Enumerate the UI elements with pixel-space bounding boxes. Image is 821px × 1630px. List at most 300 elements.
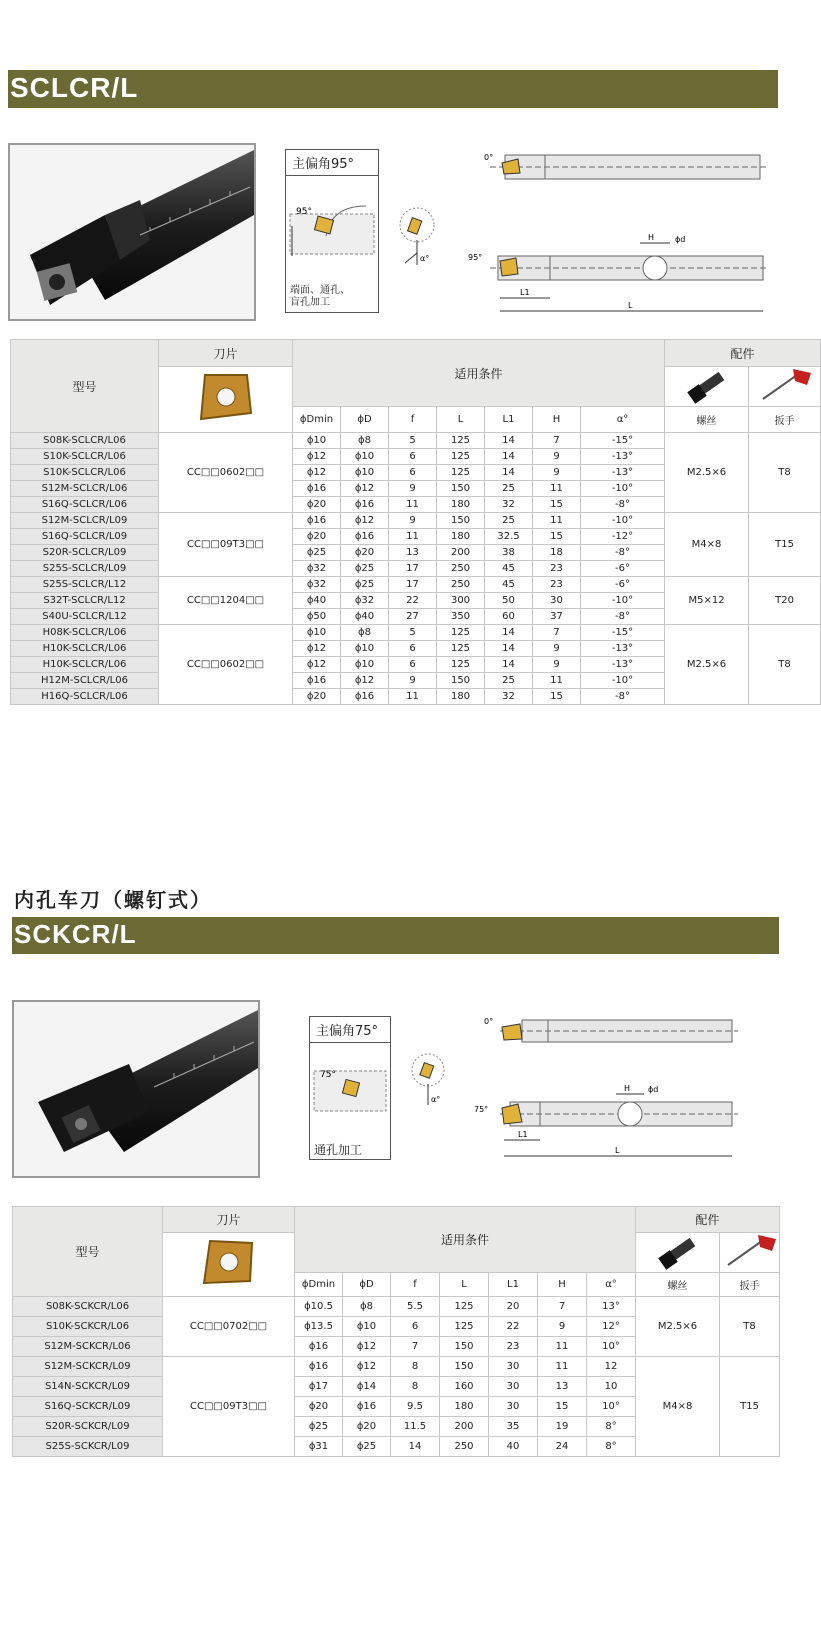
sub-screw: 螺丝 [636,1273,720,1297]
value-cell: 35 [489,1417,538,1437]
value-cell: 5 [389,625,437,641]
sub-dmin: ϕDmin [295,1273,343,1297]
value-cell: 125 [437,625,485,641]
value-cell: ϕ16 [341,497,389,513]
screw-cell: M2.5×6 [665,625,749,705]
value-cell: 20 [489,1297,538,1317]
value-cell: 125 [440,1297,489,1317]
col-insert: 刀片 [163,1207,295,1233]
screw-cell: M5×12 [665,577,749,625]
insert-angle-diagram [309,1016,391,1160]
value-cell: -8° [581,497,665,513]
insert-icon [191,369,261,427]
angle-label: 95° [296,207,312,217]
value-cell: ϕ32 [293,561,341,577]
value-cell: ϕ16 [295,1337,343,1357]
value-cell: 125 [437,657,485,673]
model-cell: S25S-SCLCR/L12 [11,577,159,593]
value-cell: 17 [389,561,437,577]
value-cell: ϕ10 [293,625,341,641]
diagram-header: 主偏角95° [286,150,378,176]
value-cell: 40 [489,1437,538,1457]
value-cell: 14 [485,465,533,481]
value-cell: 250 [437,561,485,577]
screw-icon [682,367,732,403]
value-cell: 125 [437,465,485,481]
insert-image-cell [163,1233,295,1297]
insert-angle-sketch [286,176,378,276]
value-cell: 7 [391,1337,440,1357]
value-cell: ϕ12 [293,465,341,481]
value-cell: 9 [538,1317,587,1337]
col-conditions: 适用条件 [295,1207,636,1273]
screw-cell: M2.5×6 [636,1297,720,1357]
value-cell: 10° [587,1397,636,1417]
value-cell: 200 [440,1417,489,1437]
model-cell: S16Q-SCLCR/L06 [11,497,159,513]
value-cell: 15 [538,1397,587,1417]
sub-h: H [538,1273,587,1297]
value-cell: ϕ13.5 [295,1317,343,1337]
value-cell: 23 [489,1337,538,1357]
model-cell: S25S-SCKCR/L09 [13,1437,163,1457]
wrench-cell: T8 [749,625,821,705]
value-cell: 50 [485,593,533,609]
alpha-angle-sketch [406,1050,451,1110]
value-cell: 9 [533,449,581,465]
table-row [11,625,821,641]
value-cell: 9 [533,641,581,657]
insert-code-cell: CC□□0702□□ [163,1297,295,1357]
boring-bar-image [10,145,254,319]
value-cell: 12° [587,1317,636,1337]
model-cell: H12M-SCLCR/L06 [11,673,159,689]
value-cell: 150 [437,481,485,497]
value-cell: ϕ25 [295,1417,343,1437]
value-cell: ϕ25 [293,545,341,561]
value-cell: 7 [533,433,581,449]
insert-angle-diagram [285,149,379,313]
value-cell: -15° [581,625,665,641]
value-cell: 125 [440,1317,489,1337]
sub-l1: L1 [489,1273,538,1297]
spec-table-sclcr [10,339,821,705]
value-cell: ϕ8 [341,625,389,641]
col-model: 型号 [11,340,159,433]
section-title: SCKCR/L [14,919,137,949]
value-cell: 9.5 [391,1397,440,1417]
value-cell: 125 [437,433,485,449]
l-label: L [628,301,633,310]
value-cell: -6° [581,561,665,577]
sub-alpha: α° [581,407,665,433]
h-label: H [648,233,655,242]
wrench-cell: T15 [720,1357,780,1457]
value-cell: 13 [538,1377,587,1397]
value-cell: 45 [485,577,533,593]
value-cell: ϕ8 [343,1297,391,1317]
h-label: H [624,1084,631,1093]
value-cell: ϕ40 [293,593,341,609]
value-cell: ϕ10 [341,641,389,657]
sub-d: ϕD [343,1273,391,1297]
value-cell: 60 [485,609,533,625]
value-cell: 180 [437,497,485,513]
value-cell: ϕ10 [293,433,341,449]
wrench-image-cell [720,1233,780,1273]
value-cell: ϕ25 [341,561,389,577]
screw-image-cell [665,367,749,407]
value-cell: -13° [581,641,665,657]
value-cell: 14 [485,449,533,465]
section-band-sckcr [12,917,779,954]
value-cell: 7 [538,1297,587,1317]
insert-code-cell: CC□□09T3□□ [159,513,293,577]
diagram-header: 主偏角75° [310,1017,390,1043]
value-cell: 11 [533,673,581,689]
model-cell: S08K-SCLCR/L06 [11,433,159,449]
product-photo-sclcr [8,143,256,321]
value-cell: 250 [440,1437,489,1457]
value-cell: 9 [389,513,437,529]
value-cell: ϕ10 [341,449,389,465]
section-band-sclcr [8,70,778,108]
insert-image-cell [159,367,293,433]
side-angle-label: 95° [468,253,483,262]
screw-cell: M4×8 [636,1357,720,1457]
value-cell: ϕ12 [293,449,341,465]
spec-table-sckcr [12,1206,780,1457]
value-cell: -8° [581,545,665,561]
value-cell: ϕ12 [343,1337,391,1357]
diagram-footer: 通孔加工 [314,1143,363,1157]
value-cell: -10° [581,673,665,689]
alpha-label: α° [431,1095,441,1104]
value-cell: 9 [389,673,437,689]
value-cell: 5 [389,433,437,449]
sub-h: H [533,407,581,433]
value-cell: ϕ31 [295,1437,343,1457]
value-cell: 8° [587,1417,636,1437]
table-row [13,1357,780,1377]
wrench-icon [757,367,813,403]
value-cell: 8 [391,1377,440,1397]
value-cell: ϕ12 [293,641,341,657]
wrench-icon [722,1233,778,1269]
value-cell: -8° [581,609,665,625]
value-cell: ϕ12 [293,657,341,673]
boring-bar-schematic [470,1012,770,1164]
value-cell: ϕ10.5 [295,1297,343,1317]
value-cell: ϕ10 [341,657,389,673]
model-cell: S25S-SCLCR/L09 [11,561,159,577]
value-cell: 11 [389,497,437,513]
value-cell: 350 [437,609,485,625]
screw-image-cell [636,1233,720,1273]
wrench-cell: T8 [720,1297,780,1357]
value-cell: 22 [489,1317,538,1337]
value-cell: 13° [587,1297,636,1317]
table-row [13,1297,780,1317]
table-row [11,513,821,529]
col-parts: 配件 [665,340,821,367]
value-cell: 10° [587,1337,636,1357]
value-cell: 9 [389,481,437,497]
model-cell: S20R-SCKCR/L09 [13,1417,163,1437]
value-cell: 32 [485,497,533,513]
value-cell: -10° [581,593,665,609]
value-cell: 32.5 [485,529,533,545]
product-photo-sckcr [12,1000,260,1178]
value-cell: ϕ20 [293,689,341,705]
value-cell: 160 [440,1377,489,1397]
value-cell: ϕ16 [293,673,341,689]
l1-label: L1 [518,1130,528,1139]
table-row [11,577,821,593]
screw-cell: M2.5×6 [665,433,749,513]
value-cell: ϕ10 [341,465,389,481]
boring-bar-schematic [470,148,770,318]
model-cell: S32T-SCLCR/L12 [11,593,159,609]
insert-code-cell: CC□□09T3□□ [163,1357,295,1457]
value-cell: 150 [440,1357,489,1377]
wrench-image-cell [749,367,821,407]
value-cell: 23 [533,577,581,593]
sub-dmin: ϕDmin [293,407,341,433]
value-cell: 38 [485,545,533,561]
model-cell: S12M-SCKCR/L09 [13,1357,163,1377]
value-cell: ϕ20 [341,545,389,561]
value-cell: 180 [437,529,485,545]
value-cell: 250 [437,577,485,593]
value-cell: 17 [389,577,437,593]
value-cell: ϕ50 [293,609,341,625]
value-cell: -13° [581,449,665,465]
value-cell: 14 [485,641,533,657]
insert-angle-sketch [310,1045,390,1125]
model-cell: S10K-SCLCR/L06 [11,465,159,481]
model-cell: S20R-SCLCR/L09 [11,545,159,561]
col-conditions: 适用条件 [293,340,665,407]
value-cell: 15 [533,497,581,513]
value-cell: 30 [489,1377,538,1397]
value-cell: 30 [489,1357,538,1377]
sub-f: f [389,407,437,433]
value-cell: ϕ16 [293,513,341,529]
value-cell: 25 [485,481,533,497]
value-cell: ϕ25 [341,577,389,593]
side-angle-label: 75° [474,1105,489,1114]
value-cell: 180 [440,1397,489,1417]
value-cell: -10° [581,513,665,529]
value-cell: ϕ16 [295,1357,343,1377]
insert-code-cell: CC□□0602□□ [159,433,293,513]
value-cell: 12 [587,1357,636,1377]
value-cell: ϕ32 [341,593,389,609]
sub-alpha: α° [587,1273,636,1297]
value-cell: 9 [533,657,581,673]
sub-l1: L1 [485,407,533,433]
phid-label: ϕd [675,235,686,244]
model-cell: S12M-SCLCR/L09 [11,513,159,529]
zero-angle-label: 0° [484,153,494,162]
screw-icon [653,1233,703,1269]
model-cell: S12M-SCLCR/L06 [11,481,159,497]
value-cell: 6 [389,449,437,465]
value-cell: ϕ12 [341,513,389,529]
value-cell: ϕ16 [341,689,389,705]
value-cell: -13° [581,465,665,481]
value-cell: 6 [391,1317,440,1337]
model-cell: S10K-SCKCR/L06 [13,1317,163,1337]
value-cell: ϕ40 [341,609,389,625]
value-cell: 14 [485,625,533,641]
value-cell: 11 [389,529,437,545]
model-cell: H08K-SCLCR/L06 [11,625,159,641]
value-cell: 32 [485,689,533,705]
value-cell: ϕ20 [293,529,341,545]
value-cell: 11.5 [391,1417,440,1437]
l1-label: L1 [520,288,530,297]
insert-code-cell: CC□□1204□□ [159,577,293,625]
model-cell: H10K-SCLCR/L06 [11,641,159,657]
model-cell: S12M-SCKCR/L06 [13,1337,163,1357]
value-cell: 300 [437,593,485,609]
wrench-cell: T20 [749,577,821,625]
sub-d: ϕD [341,407,389,433]
value-cell: ϕ17 [295,1377,343,1397]
value-cell: ϕ10 [343,1317,391,1337]
sub-screw: 螺丝 [665,407,749,433]
value-cell: 30 [489,1397,538,1417]
value-cell: 11 [538,1357,587,1377]
value-cell: 6 [389,465,437,481]
value-cell: 150 [437,513,485,529]
value-cell: 30 [533,593,581,609]
value-cell: 7 [533,625,581,641]
value-cell: 13 [389,545,437,561]
sub-l: L [437,407,485,433]
value-cell: -12° [581,529,665,545]
model-cell: H16Q-SCLCR/L06 [11,689,159,705]
value-cell: -13° [581,657,665,673]
value-cell: -6° [581,577,665,593]
value-cell: 6 [389,641,437,657]
value-cell: 150 [437,673,485,689]
wrench-cell: T8 [749,433,821,513]
value-cell: 8° [587,1437,636,1457]
value-cell: 11 [389,689,437,705]
zero-angle-label: 0° [484,1017,494,1026]
value-cell: ϕ20 [343,1417,391,1437]
wrench-cell: T15 [749,513,821,577]
table-row [11,433,821,449]
section-title: SCLCR/L [10,72,139,103]
value-cell: -8° [581,689,665,705]
value-cell: 11 [533,481,581,497]
sub-wrench: 扳手 [720,1273,780,1297]
col-model: 型号 [13,1207,163,1297]
alpha-label: α° [420,254,430,263]
section-subtitle: 内孔车刀（螺钉式） [14,888,212,912]
value-cell: 18 [533,545,581,561]
value-cell: 9 [533,465,581,481]
value-cell: 180 [437,689,485,705]
phid-label: ϕd [648,1085,659,1094]
value-cell: 6 [389,657,437,673]
l-label: L [615,1146,620,1155]
value-cell: 25 [485,673,533,689]
model-cell: S40U-SCLCR/L12 [11,609,159,625]
value-cell: ϕ12 [341,481,389,497]
value-cell: 125 [437,641,485,657]
model-cell: S16Q-SCKCR/L09 [13,1397,163,1417]
value-cell: 24 [538,1437,587,1457]
insert-icon [194,1235,264,1291]
value-cell: ϕ8 [341,433,389,449]
model-cell: H10K-SCLCR/L06 [11,657,159,673]
value-cell: 200 [437,545,485,561]
value-cell: 11 [538,1337,587,1357]
value-cell: ϕ32 [293,577,341,593]
value-cell: ϕ20 [295,1397,343,1417]
value-cell: 10 [587,1377,636,1397]
value-cell: 22 [389,593,437,609]
value-cell: 125 [437,449,485,465]
sub-l: L [440,1273,489,1297]
insert-code-cell: CC□□0602□□ [159,625,293,705]
model-cell: S08K-SCKCR/L06 [13,1297,163,1317]
value-cell: 11 [533,513,581,529]
value-cell: ϕ14 [343,1377,391,1397]
value-cell: ϕ25 [343,1437,391,1457]
alpha-angle-sketch [395,205,440,270]
value-cell: 23 [533,561,581,577]
value-cell: ϕ16 [341,529,389,545]
value-cell: 150 [440,1337,489,1357]
angle-label: 75° [320,1070,336,1080]
value-cell: ϕ16 [343,1397,391,1417]
sub-wrench: 扳手 [749,407,821,433]
value-cell: 45 [485,561,533,577]
sub-f: f [391,1273,440,1297]
value-cell: ϕ12 [343,1357,391,1377]
value-cell: 19 [538,1417,587,1437]
model-cell: S16Q-SCLCR/L09 [11,529,159,545]
value-cell: 25 [485,513,533,529]
value-cell: 8 [391,1357,440,1377]
screw-cell: M4×8 [665,513,749,577]
value-cell: 15 [533,689,581,705]
col-insert: 刀片 [159,340,293,367]
value-cell: ϕ12 [341,673,389,689]
value-cell: -15° [581,433,665,449]
model-cell: S14N-SCKCR/L09 [13,1377,163,1397]
diagram-footer: 端面、通孔、 盲孔加工 [290,285,350,308]
boring-bar-image [14,1002,258,1176]
value-cell: -10° [581,481,665,497]
value-cell: ϕ20 [293,497,341,513]
value-cell: 14 [485,433,533,449]
value-cell: 14 [391,1437,440,1457]
model-cell: S10K-SCLCR/L06 [11,449,159,465]
value-cell: 15 [533,529,581,545]
value-cell: 14 [485,657,533,673]
value-cell: 37 [533,609,581,625]
value-cell: 27 [389,609,437,625]
value-cell: ϕ16 [293,481,341,497]
value-cell: 5.5 [391,1297,440,1317]
